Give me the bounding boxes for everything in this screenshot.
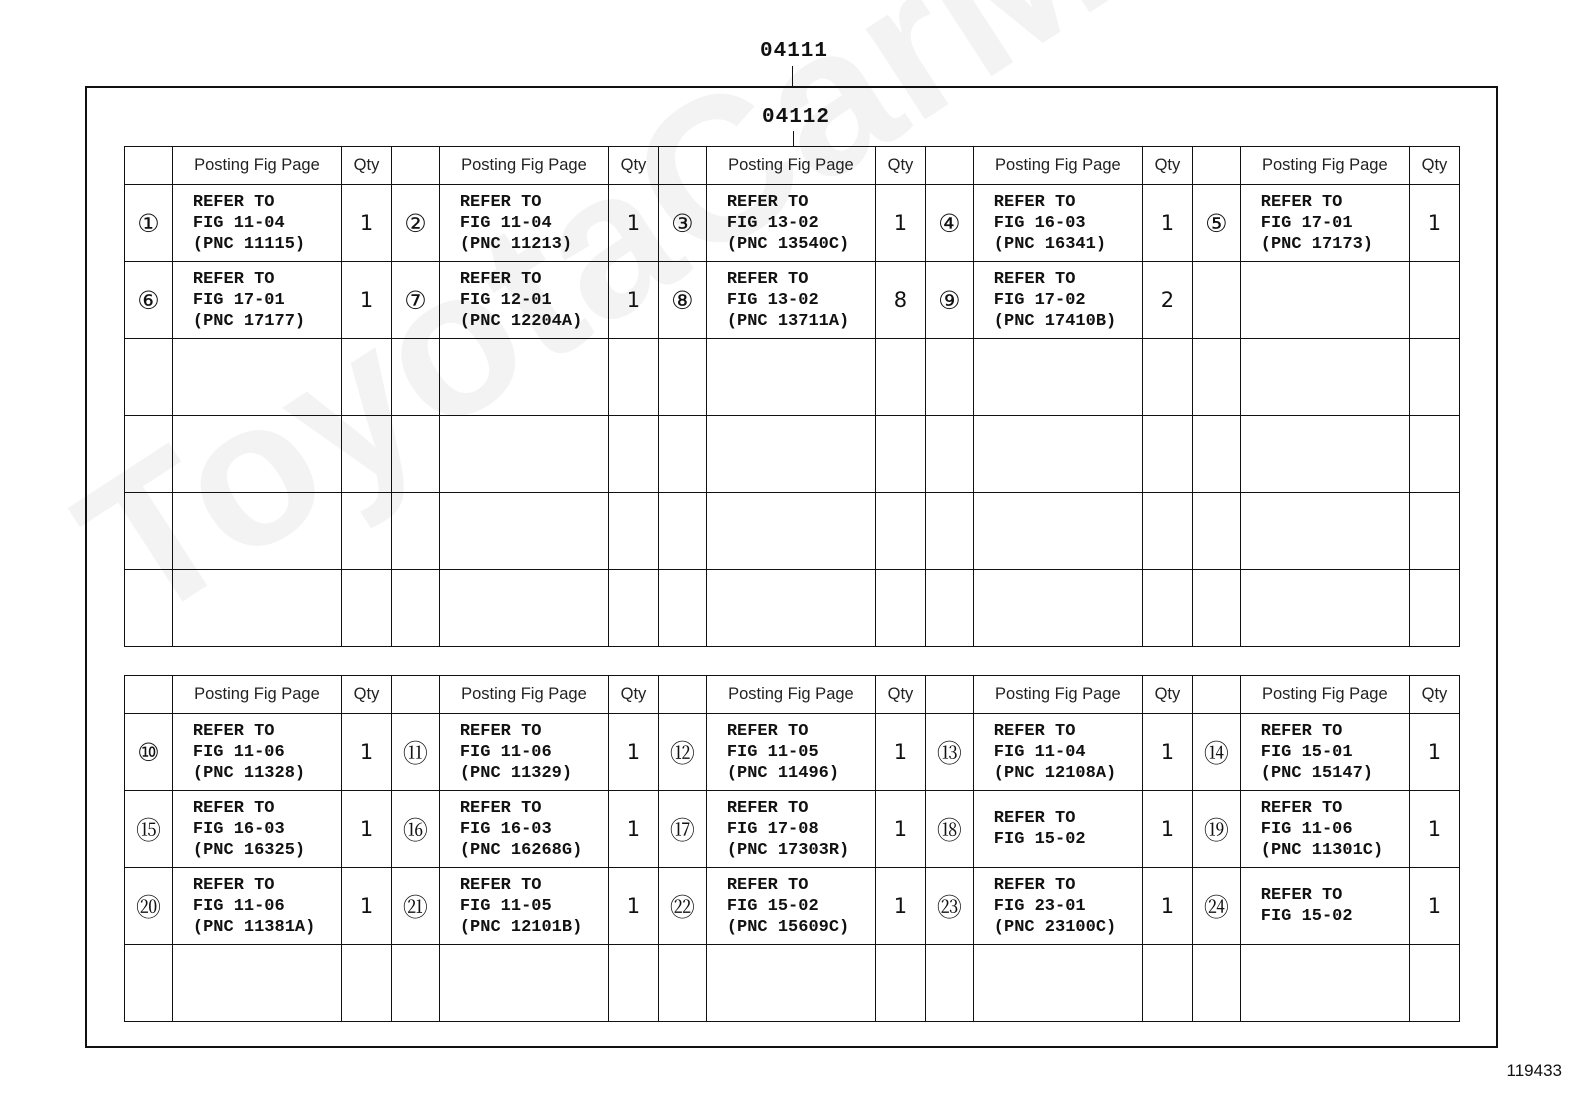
header-blank xyxy=(125,147,173,185)
reference-cell xyxy=(439,868,608,945)
quantity-cell: 8 xyxy=(875,262,925,339)
item-number: ⑨ xyxy=(925,262,973,339)
item-number: ㉒ xyxy=(658,868,706,945)
reference-refer: REFER TO xyxy=(726,798,809,818)
reference-cell xyxy=(706,791,875,868)
header-qty: Qty xyxy=(1142,147,1192,185)
quantity-cell xyxy=(875,945,925,1022)
item-number xyxy=(391,570,439,647)
header-blank xyxy=(391,676,439,714)
reference-pnc: (PNC 11496) xyxy=(726,763,840,783)
header-blank xyxy=(125,676,173,714)
item-number xyxy=(125,570,173,647)
reference-refer: REFER TO xyxy=(459,721,542,741)
reference-cell xyxy=(1240,945,1409,1022)
quantity-cell xyxy=(1409,493,1459,570)
reference-pnc: (PNC 15147) xyxy=(1260,763,1373,783)
item-number xyxy=(925,945,973,1022)
item-number: ㉑ xyxy=(391,868,439,945)
header-blank xyxy=(658,676,706,714)
reference-fig: FIG 13-02 xyxy=(726,290,819,310)
quantity-cell: 1 xyxy=(875,868,925,945)
reference-pnc: (PNC 11381A) xyxy=(192,917,316,937)
header-qty: Qty xyxy=(342,147,392,185)
quantity-cell xyxy=(1142,416,1192,493)
header-qty: Qty xyxy=(1142,676,1192,714)
reference-fig: FIG 16-03 xyxy=(459,819,552,839)
quantity-cell: 1 xyxy=(1409,791,1459,868)
header-posting-fig-page: Posting Fig Page xyxy=(973,147,1142,185)
parts-table-upper xyxy=(124,146,1460,647)
quantity-cell: 1 xyxy=(609,262,659,339)
reference-refer: REFER TO xyxy=(192,269,275,289)
quantity-cell xyxy=(342,945,392,1022)
leader-line-04111 xyxy=(792,66,793,86)
item-number: ④ xyxy=(925,185,973,262)
quantity-cell: 1 xyxy=(342,185,392,262)
reference-fig: FIG 16-03 xyxy=(993,213,1086,233)
quantity-cell xyxy=(1142,570,1192,647)
reference-cell xyxy=(172,714,341,791)
reference-fig: FIG 17-01 xyxy=(192,290,285,310)
reference-refer: REFER TO xyxy=(993,269,1076,289)
table-row xyxy=(125,945,1460,1022)
header-blank xyxy=(391,147,439,185)
header-posting-fig-page: Posting Fig Page xyxy=(706,676,875,714)
reference-cell xyxy=(439,945,608,1022)
quantity-cell xyxy=(342,339,392,416)
header-posting-fig-page: Posting Fig Page xyxy=(172,676,341,714)
item-number: ⑤ xyxy=(1192,185,1240,262)
reference-fig: FIG 17-01 xyxy=(1260,213,1353,233)
reference-refer: REFER TO xyxy=(459,269,542,289)
table-row xyxy=(125,868,1460,945)
item-number xyxy=(658,493,706,570)
reference-cell xyxy=(172,570,341,647)
reference-cell xyxy=(973,339,1142,416)
quantity-cell: 1 xyxy=(875,791,925,868)
reference-refer: REFER TO xyxy=(1260,886,1343,905)
item-number: ⑳ xyxy=(125,868,173,945)
item-number: ⑮ xyxy=(125,791,173,868)
reference-fig: FIG 15-02 xyxy=(993,830,1086,849)
item-number xyxy=(1192,262,1240,339)
reference-refer: REFER TO xyxy=(1260,798,1343,818)
reference-pnc: (PNC 12101B) xyxy=(459,917,583,937)
table-row xyxy=(125,416,1460,493)
quantity-cell: 1 xyxy=(342,262,392,339)
quantity-cell xyxy=(609,570,659,647)
item-number: ① xyxy=(125,185,173,262)
item-number xyxy=(925,339,973,416)
reference-fig: FIG 11-06 xyxy=(192,896,285,916)
document-id: 119433 xyxy=(1506,1061,1562,1080)
table-row xyxy=(125,493,1460,570)
quantity-cell: 1 xyxy=(875,714,925,791)
reference-fig: FIG 11-06 xyxy=(459,742,552,762)
reference-refer: REFER TO xyxy=(1260,721,1343,741)
item-number xyxy=(658,570,706,647)
reference-pnc: (PNC 23100C) xyxy=(993,917,1117,937)
quantity-cell: 1 xyxy=(1409,714,1459,791)
reference-refer: REFER TO xyxy=(192,798,275,818)
item-number: ⑫ xyxy=(658,714,706,791)
quantity-cell xyxy=(1409,262,1459,339)
quantity-cell xyxy=(875,570,925,647)
header-qty: Qty xyxy=(609,147,659,185)
reference-refer: REFER TO xyxy=(459,875,542,895)
quantity-cell: 1 xyxy=(609,791,659,868)
reference-cell xyxy=(1240,570,1409,647)
reference-pnc: (PNC 11329) xyxy=(459,763,573,783)
header-posting-fig-page: Posting Fig Page xyxy=(439,147,608,185)
table-row xyxy=(125,339,1460,416)
header-qty: Qty xyxy=(609,676,659,714)
item-number: ⑲ xyxy=(1192,791,1240,868)
reference-cell xyxy=(439,570,608,647)
header-row xyxy=(125,676,1460,714)
item-number xyxy=(391,945,439,1022)
item-number xyxy=(391,493,439,570)
quantity-cell xyxy=(609,416,659,493)
reference-cell xyxy=(706,570,875,647)
reference-fig: FIG 11-05 xyxy=(726,742,819,762)
reference-fig: FIG 11-04 xyxy=(459,213,552,233)
quantity-cell xyxy=(1142,493,1192,570)
table-row xyxy=(125,185,1460,262)
reference-cell xyxy=(706,339,875,416)
item-number: ⑥ xyxy=(125,262,173,339)
item-number: ⑧ xyxy=(658,262,706,339)
item-number xyxy=(1192,570,1240,647)
reference-refer: REFER TO xyxy=(726,192,809,212)
reference-refer: REFER TO xyxy=(1260,192,1343,212)
reference-cell xyxy=(1240,416,1409,493)
item-number xyxy=(1192,416,1240,493)
reference-pnc: (PNC 16325) xyxy=(192,840,306,860)
reference-pnc: (PNC 13711A) xyxy=(726,311,850,331)
quantity-cell xyxy=(1409,339,1459,416)
reference-pnc: (PNC 17173) xyxy=(1260,234,1373,254)
quantity-cell: 1 xyxy=(1142,185,1192,262)
item-number xyxy=(658,945,706,1022)
quantity-cell: 1 xyxy=(1142,714,1192,791)
quantity-cell xyxy=(342,493,392,570)
quantity-cell xyxy=(342,416,392,493)
table-row xyxy=(125,791,1460,868)
quantity-cell: 1 xyxy=(875,185,925,262)
quantity-cell: 1 xyxy=(609,185,659,262)
reference-cell xyxy=(706,185,875,262)
table-row xyxy=(125,262,1460,339)
quantity-cell: 1 xyxy=(609,868,659,945)
reference-fig: FIG 15-02 xyxy=(1260,907,1353,926)
item-number xyxy=(125,945,173,1022)
reference-fig: FIG 16-03 xyxy=(192,819,285,839)
quantity-cell: 1 xyxy=(342,714,392,791)
reference-cell xyxy=(973,714,1142,791)
reference-pnc: (PNC 11115) xyxy=(192,234,306,254)
item-number xyxy=(1192,493,1240,570)
reference-cell xyxy=(706,714,875,791)
header-blank xyxy=(658,147,706,185)
reference-cell xyxy=(1240,714,1409,791)
header-posting-fig-page: Posting Fig Page xyxy=(1240,676,1409,714)
item-number: ⑱ xyxy=(925,791,973,868)
header-posting-fig-page: Posting Fig Page xyxy=(1240,147,1409,185)
reference-fig: FIG 11-04 xyxy=(993,742,1086,762)
header-posting-fig-page: Posting Fig Page xyxy=(973,676,1142,714)
item-number xyxy=(1192,339,1240,416)
reference-refer: REFER TO xyxy=(993,809,1076,828)
reference-fig: FIG 11-05 xyxy=(459,896,552,916)
item-number: ⑦ xyxy=(391,262,439,339)
reference-refer: REFER TO xyxy=(993,192,1076,212)
header-qty: Qty xyxy=(342,676,392,714)
reference-cell xyxy=(172,493,341,570)
item-number xyxy=(925,493,973,570)
quantity-cell xyxy=(609,493,659,570)
reference-cell xyxy=(973,868,1142,945)
item-number: ⑯ xyxy=(391,791,439,868)
reference-cell xyxy=(1240,339,1409,416)
reference-refer: REFER TO xyxy=(726,875,809,895)
reference-cell xyxy=(172,791,341,868)
header-posting-fig-page: Posting Fig Page xyxy=(706,147,875,185)
reference-refer: REFER TO xyxy=(192,192,275,212)
quantity-cell xyxy=(609,339,659,416)
reference-cell xyxy=(1240,262,1409,339)
reference-fig: FIG 11-06 xyxy=(192,742,285,762)
reference-cell xyxy=(706,262,875,339)
reference-cell xyxy=(706,945,875,1022)
reference-pnc: (PNC 16341) xyxy=(993,234,1107,254)
quantity-cell xyxy=(609,945,659,1022)
reference-cell xyxy=(1240,868,1409,945)
table-row xyxy=(125,714,1460,791)
quantity-cell xyxy=(875,493,925,570)
table-row xyxy=(125,570,1460,647)
reference-pnc: (PNC 17410B) xyxy=(993,311,1117,331)
quantity-cell xyxy=(1409,570,1459,647)
item-number: ⑬ xyxy=(925,714,973,791)
reference-fig: FIG 11-04 xyxy=(192,213,285,233)
reference-refer: REFER TO xyxy=(192,721,275,741)
quantity-cell xyxy=(1142,339,1192,416)
reference-cell xyxy=(172,262,341,339)
header-blank xyxy=(1192,676,1240,714)
header-qty: Qty xyxy=(1409,676,1459,714)
reference-fig: FIG 15-01 xyxy=(1260,742,1353,762)
reference-cell xyxy=(172,185,341,262)
reference-fig: FIG 17-02 xyxy=(993,290,1086,310)
reference-fig: FIG 23-01 xyxy=(993,896,1086,916)
reference-cell xyxy=(1240,493,1409,570)
reference-cell xyxy=(439,791,608,868)
header-qty: Qty xyxy=(875,676,925,714)
reference-cell xyxy=(973,945,1142,1022)
reference-pnc: (PNC 11328) xyxy=(192,763,306,783)
reference-pnc: (PNC 11301C) xyxy=(1260,840,1384,860)
item-number xyxy=(658,339,706,416)
reference-cell xyxy=(973,416,1142,493)
header-blank xyxy=(925,676,973,714)
leader-line-04112 xyxy=(793,131,794,147)
reference-cell xyxy=(706,868,875,945)
item-number xyxy=(125,493,173,570)
quantity-cell: 1 xyxy=(1142,791,1192,868)
reference-cell xyxy=(439,185,608,262)
reference-fig: FIG 12-01 xyxy=(459,290,552,310)
reference-cell xyxy=(973,185,1142,262)
reference-refer: REFER TO xyxy=(726,269,809,289)
header-qty: Qty xyxy=(1409,147,1459,185)
quantity-cell xyxy=(875,339,925,416)
quantity-cell: 1 xyxy=(1409,185,1459,262)
quantity-cell: 1 xyxy=(1142,868,1192,945)
reference-fig: FIG 17-08 xyxy=(726,819,819,839)
assembly-label-04112: 04112 xyxy=(762,106,831,129)
header-row xyxy=(125,147,1460,185)
reference-cell xyxy=(172,339,341,416)
item-number xyxy=(391,416,439,493)
reference-pnc: (PNC 13540C) xyxy=(726,234,850,254)
reference-refer: REFER TO xyxy=(726,721,809,741)
item-number xyxy=(125,339,173,416)
quantity-cell: 1 xyxy=(342,868,392,945)
item-number: ⑰ xyxy=(658,791,706,868)
reference-pnc: (PNC 12108A) xyxy=(993,763,1117,783)
header-posting-fig-page: Posting Fig Page xyxy=(172,147,341,185)
reference-cell xyxy=(706,493,875,570)
quantity-cell xyxy=(1142,945,1192,1022)
item-number xyxy=(1192,945,1240,1022)
quantity-cell: 1 xyxy=(609,714,659,791)
reference-cell xyxy=(973,262,1142,339)
item-number: ③ xyxy=(658,185,706,262)
header-blank xyxy=(1192,147,1240,185)
reference-pnc: (PNC 11213) xyxy=(459,234,573,254)
item-number xyxy=(925,416,973,493)
reference-pnc: (PNC 16268G) xyxy=(459,840,583,860)
header-qty: Qty xyxy=(875,147,925,185)
reference-refer: REFER TO xyxy=(192,875,275,895)
item-number: ㉓ xyxy=(925,868,973,945)
reference-cell xyxy=(172,416,341,493)
item-number xyxy=(658,416,706,493)
header-posting-fig-page: Posting Fig Page xyxy=(439,676,608,714)
reference-refer: REFER TO xyxy=(993,875,1076,895)
item-number xyxy=(391,339,439,416)
reference-pnc: (PNC 15609C) xyxy=(726,917,850,937)
parts-table-lower xyxy=(124,675,1460,1022)
item-number: ⑩ xyxy=(125,714,173,791)
item-number: ㉔ xyxy=(1192,868,1240,945)
reference-cell xyxy=(973,570,1142,647)
quantity-cell: 1 xyxy=(1409,868,1459,945)
item-number: ⑭ xyxy=(1192,714,1240,791)
reference-cell xyxy=(973,791,1142,868)
reference-cell xyxy=(439,493,608,570)
reference-cell xyxy=(439,714,608,791)
reference-cell xyxy=(973,493,1142,570)
reference-cell xyxy=(1240,185,1409,262)
reference-cell xyxy=(706,416,875,493)
reference-cell xyxy=(1240,791,1409,868)
reference-cell xyxy=(172,945,341,1022)
reference-pnc: (PNC 17177) xyxy=(192,311,306,331)
reference-cell xyxy=(439,339,608,416)
reference-pnc: (PNC 12204A) xyxy=(459,311,583,331)
item-number xyxy=(125,416,173,493)
reference-cell xyxy=(172,868,341,945)
reference-cell xyxy=(439,416,608,493)
header-blank xyxy=(925,147,973,185)
reference-fig: FIG 13-02 xyxy=(726,213,819,233)
reference-pnc: (PNC 17303R) xyxy=(726,840,850,860)
item-number: ② xyxy=(391,185,439,262)
reference-cell xyxy=(439,262,608,339)
assembly-label-04111: 04111 xyxy=(760,40,829,63)
reference-refer: REFER TO xyxy=(459,192,542,212)
quantity-cell xyxy=(342,570,392,647)
quantity-cell xyxy=(1409,945,1459,1022)
reference-refer: REFER TO xyxy=(459,798,542,818)
quantity-cell xyxy=(875,416,925,493)
reference-fig: FIG 15-02 xyxy=(726,896,819,916)
reference-refer: REFER TO xyxy=(993,721,1076,741)
item-number: ⑪ xyxy=(391,714,439,791)
quantity-cell xyxy=(1409,416,1459,493)
quantity-cell: 2 xyxy=(1142,262,1192,339)
quantity-cell: 1 xyxy=(342,791,392,868)
item-number xyxy=(925,570,973,647)
reference-fig: FIG 11-06 xyxy=(1260,819,1353,839)
